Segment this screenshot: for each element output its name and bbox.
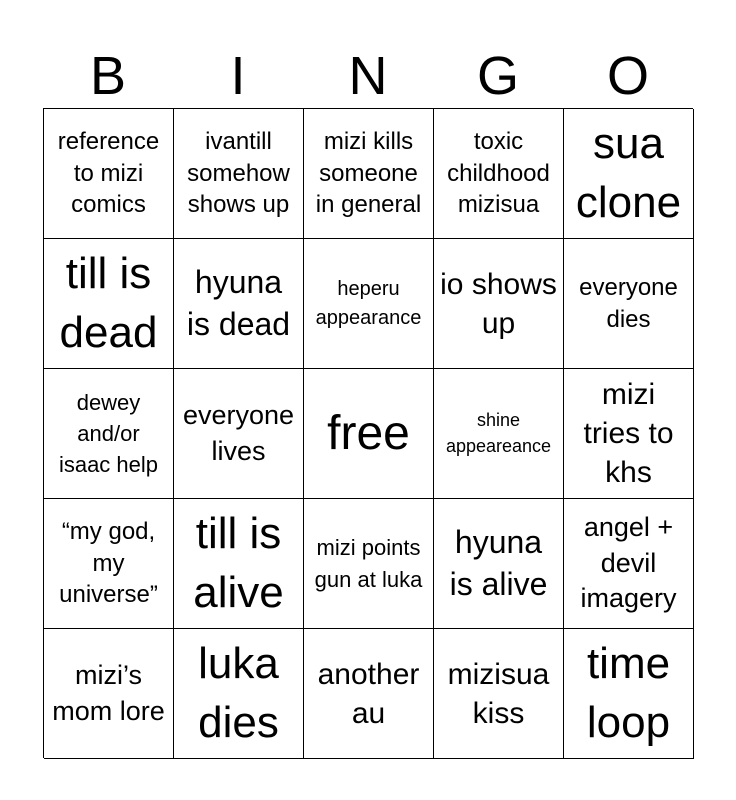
- bingo-cell-r5c3[interactable]: another au: [304, 629, 434, 759]
- bingo-cell-r4c3[interactable]: mizi points gun at luka: [304, 499, 434, 629]
- bingo-cell-r5c4[interactable]: mizisua kiss: [434, 629, 564, 759]
- bingo-cell-r3c4[interactable]: shine appeareance: [434, 369, 564, 499]
- bingo-cell-r5c5[interactable]: time loop: [564, 629, 694, 759]
- bingo-cell-r3c2[interactable]: everyone lives: [174, 369, 304, 499]
- bingo-board: [43, 108, 693, 758]
- bingo-cell-r1c5[interactable]: sua clone: [564, 109, 694, 239]
- bingo-cell-r1c3[interactable]: mizi kills someone in general: [304, 109, 434, 239]
- free-space[interactable]: free: [304, 369, 434, 499]
- header-letter-o: O: [606, 46, 649, 106]
- bingo-cell-r3c5[interactable]: mizi tries to khs: [564, 369, 694, 499]
- header-letter-g: G: [476, 46, 519, 106]
- bingo-cell-r4c5[interactable]: angel + devil imagery: [564, 499, 694, 629]
- bingo-cell-r1c1[interactable]: reference to mizi comics: [44, 109, 174, 239]
- bingo-cell-r2c4[interactable]: io shows up: [434, 239, 564, 369]
- bingo-cell-r5c2[interactable]: luka dies: [174, 629, 304, 759]
- bingo-cell-r2c5[interactable]: everyone dies: [564, 239, 694, 369]
- bingo-cell-r2c3[interactable]: heperu appearance: [304, 239, 434, 369]
- bingo-cell-r1c4[interactable]: toxic childhood mizisua: [434, 109, 564, 239]
- bingo-header: [43, 44, 693, 108]
- bingo-cell-r3c1[interactable]: dewey and/or isaac help: [44, 369, 174, 499]
- bingo-cell-r4c2[interactable]: till is alive: [174, 499, 304, 629]
- bingo-cell-r2c2[interactable]: hyuna is dead: [174, 239, 304, 369]
- header-letter-n: N: [348, 46, 388, 106]
- bingo-cell-r4c1[interactable]: “my god, my universe”: [44, 499, 174, 629]
- bingo-cell-r5c1[interactable]: mizi’s mom lore: [44, 629, 174, 759]
- bingo-cell-r2c1[interactable]: till is dead: [44, 239, 174, 369]
- bingo-cell-r1c2[interactable]: ivantill somehow shows up: [174, 109, 304, 239]
- header-letter-i: I: [230, 46, 246, 106]
- header-letter-b: B: [89, 46, 127, 106]
- bingo-cell-r4c4[interactable]: hyuna is alive: [434, 499, 564, 629]
